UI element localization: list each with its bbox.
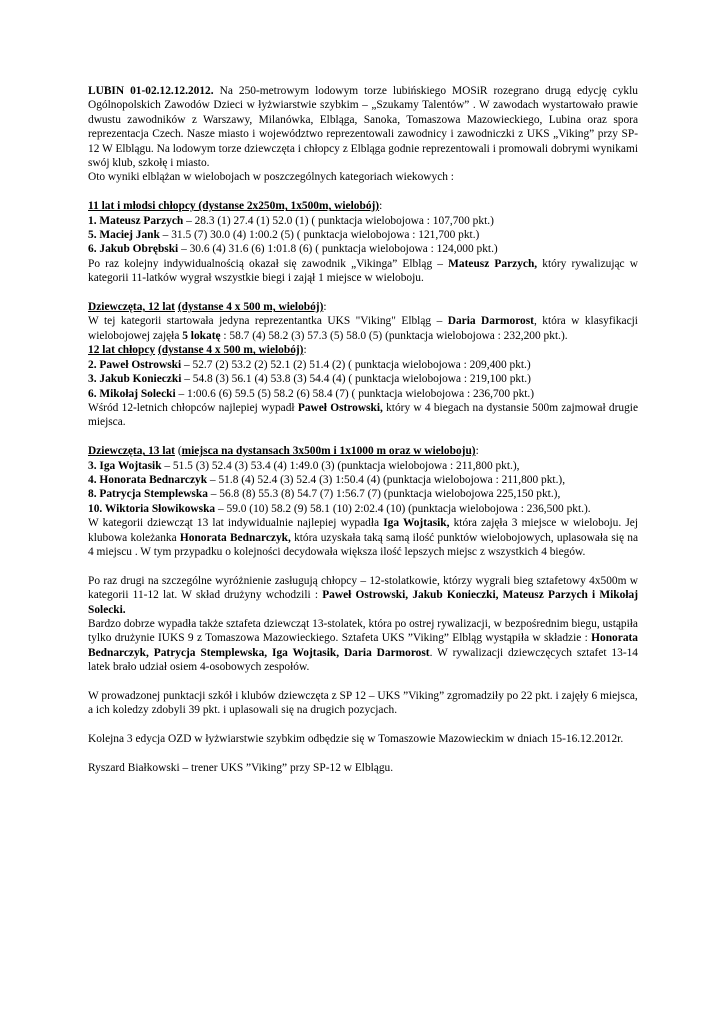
section-note: Po raz kolejny indywidualnością okazał się zawodnik „Vikinga” Elbląg – Mateusz Parzych, który rywalizując w kategorii 11-latków wygrał wszystkie biegi i zajął 1 miejsce w wieloboju. <box>88 257 638 285</box>
intro-results-lead: Oto wyniki elblążan w wielobojach w poszczególnych kategoriach wiekowych : <box>88 171 454 184</box>
result-row: 8. Patrycja Stemplewska – 56.8 (8) 55.3 (8) 54.7 (7) 1:56.7 (7) (punktacja wielobojowa 225,150 pkt.), <box>88 488 561 501</box>
section-heading-girls-12: Dziewczęta, 12 lat (dystanse 4 x 500 m, wielobój): <box>88 301 327 314</box>
section-heading-text: 11 lat i młodsi chłopcy (dystanse 2x250m, 1x500m, wielobój) <box>88 200 380 213</box>
result-row: 1. Mateusz Parzych – 28.3 (1) 27.4 (1) 52.0 (1) ( punktacja wielobojowa : 107,700 pkt.) <box>88 214 494 227</box>
dateline: LUBIN 01-02.12.12.2012. <box>88 85 214 97</box>
result-row: 4. Honorata Bednarczyk – 51.8 (4) 52.4 (3) 52.4 (3) 1:50.4 (4) (punktacja wielobojowa : 211,800 pkt.), <box>88 473 566 486</box>
result-row: 3. Iga Wojtasik – 51.5 (3) 52.4 (3) 53.4 (4) 1:49.0 (3) (punktacja wielobojowa : 211,800 pkt.), <box>88 459 520 472</box>
document-body <box>88 84 638 775</box>
next-edition-paragraph: Kolejna 3 edycja OZD w łyżwiarstwie szybkim odbędzie się w Tomaszowie Mazowieckim w dniach 15-16.12.2012r. <box>88 733 624 746</box>
section-note: Wśród 12-letnich chłopców najlepiej wypadł Paweł Ostrowski, który w 4 biegach na dystansie 500m zajmował drugie miejsca. <box>88 401 638 429</box>
result-row: 6. Jakub Obrębski – 30.6 (4) 31.6 (6) 1:01.8 (6) ( punktacja wielobojowa : 124,000 pkt.) <box>88 243 498 256</box>
intro-text: Na 250-metrowym lodowym torze lubińskiego MOSiR rozegrano drugą edycję cyklu Ogólnopolskich Zawodów Dzieci w łyżwiarstwie szybkim – „Szukamy Talentów” . W zawodach wystartowało prawie dwustu zawodników z Warszawy, Milanówka, Elbląga, Sanoka, Tomaszowa Mazowieckiego, Lubina oraz spora reprezentacja Czech. Nasze miasto i województwo reprezentowali zawodnicy i zawodniczki z UKS „Viking” przy SP-12 W Elblągu. Na lodowym torze dziewczęta i chłopcy z Elbląga godnie reprezentowali i promowali dobrymi wynikami swój klub, szkołę i miasto. <box>88 85 638 170</box>
result-row: 5. Maciej Jank – 31.5 (7) 30.0 (4) 1:00.2 (5) ( punktacja wielobojowa : 121,700 pkt.) <box>88 229 480 242</box>
intro-paragraph <box>88 84 638 170</box>
section-heading-boys-12: 12 lat chłopcy (dystanse 4 x 500 m, wielobój): <box>88 344 307 357</box>
section-heading-boys-11: 11 lat i młodsi chłopcy (dystanse 2x250m, 1x500m, wielobój): <box>88 200 383 213</box>
result-row: 3. Jakub Konieczki – 54.8 (3) 56.1 (4) 53.8 (3) 54.4 (4) ( punktacja wielobojowa : 219,100 pkt.) <box>88 373 531 386</box>
result-row: 2. Paweł Ostrowski – 52.7 (2) 53.2 (2) 52.1 (2) 51.4 (2) ( punktacja wielobojowa : 209,400 pkt.) <box>88 358 531 371</box>
club-ranking-paragraph: W prowadzonej punktacji szkół i klubów dziewczęta z SP 12 – UKS ”Viking” zgromadziły po 22 pkt. i zajęły 6 miejsca, a ich koledzy zdobyli 39 pkt. i uplasowali się na drugich pozycjach. <box>88 689 638 717</box>
result-row: 10. Wiktoria Słowikowska – 59.0 (10) 58.2 (9) 58.1 (10) 2:02.4 (10) (punktacja wielobojowa : 236,500 pkt.). <box>88 502 591 515</box>
section-text: W tej kategorii startowała jedyna reprezentantka UKS "Viking" Elbląg – Daria Darmorost, która w klasyfikacji wielobojowej zajęła 5 lokatę : 58.7 (4) 58.2 (3) 57.3 (5) 58.0 (5) (punktacja wielobojowa : 232,200 pkt.). <box>88 315 638 342</box>
signature: Ryszard Białkowski – trener UKS ”Viking” przy SP-12 w Elblągu. <box>88 761 394 774</box>
result-row: 6. Mikołaj Solecki – 1:00.6 (6) 59.5 (5) 58.2 (6) 58.4 (7) ( punktacja wielobojowa : 236,700 pkt.) <box>88 387 535 400</box>
relay-boys-paragraph: Po raz drugi na szczególne wyróżnienie zasługują chłopcy – 12-stolatkowie, którzy wygrali bieg sztafetowy 4x500m w kategorii 11-12 lat. W skład drużyny wchodzili : Paweł Ostrowski, Jakub Konieczki, Mateusz Parzych i Mikołaj Solecki. <box>88 574 638 616</box>
section-note: W kategorii dziewcząt 13 lat indywidualnie najlepiej wypadła Iga Wojtasik, która zajęła 3 miejsce w wieloboju. Jej klubowa koleżanka Honorata Bednarczyk, która uzyskała taką samą ilość punktów wielobojowych, uplasowała się na 4 miejscu . W tym przypadku o kolejności decydowała większa ilość lepszych miejsc z wszystkich 4 biegów. <box>88 517 639 558</box>
section-heading-girls-13: Dziewczęta, 13 lat (miejsca na dystansach 3x500m i 1x1000 m oraz w wieloboju): <box>88 445 479 458</box>
relay-girls-paragraph: Bardzo dobrze wypadła także sztafeta dziewcząt 13-stolatek, która po ostrej rywalizacji, w bezpośrednim biegu, ustąpiła tylko drużynie IUKS 9 z Tomaszowa Mazowieckiego. Sztafeta UKS ”Viking” Elbląg wystąpiła w składzie : Honorata Bednarczyk, Patrycja Stemplewska, Iga Wojtasik, Daria Darmorost. W rywalizacji dziewczęcych sztafet 13-14 latek brało udział osiem 4-osobowych zespołów. <box>88 617 638 674</box>
